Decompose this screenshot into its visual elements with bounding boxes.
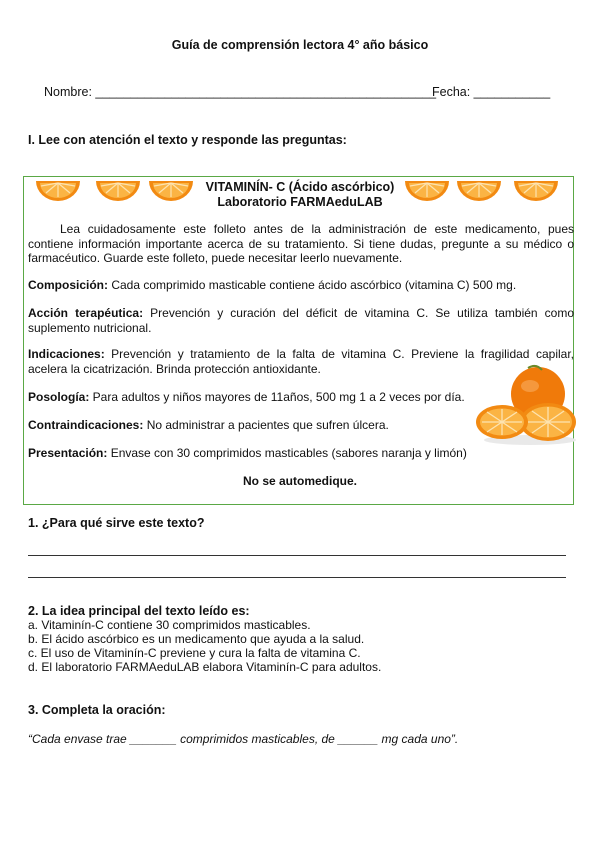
action-paragraph <box>28 306 574 335</box>
section-instruction: I. Lee con atención el texto y responde las preguntas: <box>28 133 347 147</box>
option-d[interactable]: d. El laboratorio FARMAeduLAB elabora Vitaminín-C para adultos. <box>28 660 382 674</box>
action-label: Acción terapéutica: <box>28 306 144 320</box>
name-field[interactable]: Nombre: _________________________________________________ <box>44 85 437 99</box>
warning-text: No se automedique. <box>242 474 358 488</box>
composition-paragraph <box>28 278 574 293</box>
oranges-illustration <box>470 364 582 446</box>
answer-line[interactable] <box>28 577 566 578</box>
question-1: 1. ¿Para qué sirve este texto? <box>28 516 205 530</box>
dosage-label: Posología: <box>28 390 90 404</box>
question-3: 3. Completa la oración: <box>28 703 166 717</box>
option-a[interactable]: a. Vitaminín-C contiene 30 comprimidos masticables. <box>28 618 311 632</box>
presentation-label: Presentación: <box>28 446 108 460</box>
dosage-text: Para adultos y niños mayores de 11años, 500 mg 1 a 2 veces por día. <box>89 390 465 404</box>
indications-label: Indicaciones: <box>28 347 105 361</box>
question-2: 2. La idea principal del texto leído es: <box>28 604 250 618</box>
contraindications-text: No administrar a pacientes que sufren úlcera. <box>143 418 389 432</box>
date-field[interactable]: Fecha: ___________ <box>432 85 551 99</box>
option-c[interactable]: c. El uso de Vitaminín-C previene y cura la falta de vitamina C. <box>28 646 361 660</box>
action-text: Prevención y curación del déficit de vitamina C. Se utiliza también como suplemento nutricional. <box>28 306 574 335</box>
indications-text: Prevención y tratamiento de la falta de vitamina C. Previene la fragilidad capilar, acelera la cicatrización. Brinda protección antioxidante. <box>28 347 574 376</box>
laboratory-name: Laboratorio FARMAeduLAB <box>217 195 383 209</box>
option-b[interactable]: b. El ácido ascórbico es un medicamento que ayuda a la salud. <box>28 632 365 646</box>
presentation-paragraph <box>28 446 473 461</box>
composition-label: Composición: <box>28 278 108 292</box>
contraindications-paragraph <box>28 418 473 433</box>
fill-in-sentence[interactable]: “Cada envase trae _______ comprimidos masticables, de ______ mg cada uno”. <box>28 732 459 746</box>
presentation-text: Envase con 30 comprimidos masticables (sabores naranja y limón) <box>107 446 467 460</box>
answer-line[interactable] <box>28 555 566 556</box>
contraindications-label: Contraindicaciones: <box>28 418 144 432</box>
leaflet-intro: Lea cuidadosamente este folleto antes de la administración de este medicamento, pues contiene información importante acerca de su tratamiento. Si tiene dudas, pregunte a su médico o farmacéutico. Guarde este folleto, puede necesitar leerlo nuevamente. <box>28 222 574 265</box>
composition-text: Cada comprimido masticable contiene ácido ascórbico (vitamina C) 500 mg. <box>108 278 517 292</box>
dosage-paragraph <box>28 390 473 405</box>
drug-name: VITAMINÍN- C (Ácido ascórbico) <box>205 180 395 194</box>
worksheet-title: Guía de comprensión lectora 4° año básico <box>171 38 429 52</box>
